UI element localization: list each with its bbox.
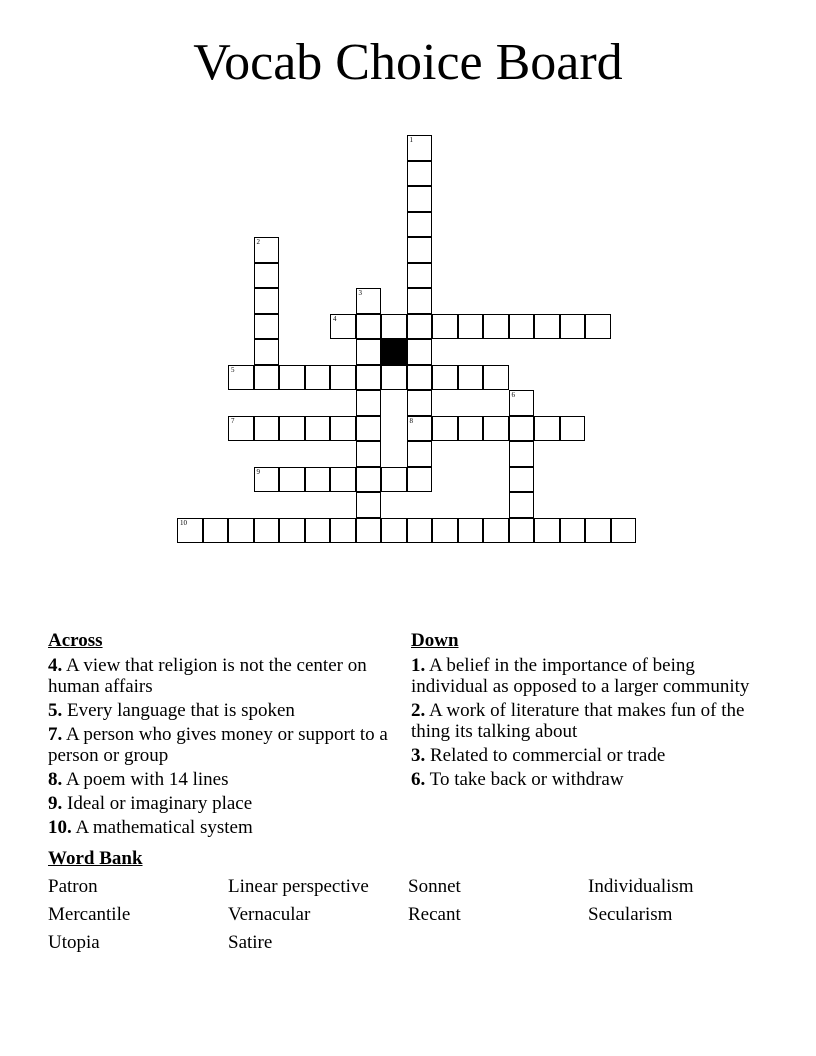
- word-bank-item: Linear perspective: [228, 876, 369, 897]
- crossword-cell[interactable]: [458, 518, 484, 544]
- crossword-cell[interactable]: [279, 365, 305, 391]
- clue-number: 7.: [48, 724, 63, 745]
- clue-text: To take back or withdraw: [429, 769, 624, 790]
- crossword-cell[interactable]: [407, 416, 433, 442]
- clue-number: 4.: [48, 655, 63, 676]
- crossword-cell[interactable]: [330, 416, 356, 442]
- crossword-cell[interactable]: [330, 365, 356, 391]
- crossword-cell[interactable]: [330, 467, 356, 493]
- cell-number: 3: [358, 289, 362, 297]
- crossword-cell[interactable]: [407, 518, 433, 544]
- crossword-cell[interactable]: [432, 416, 458, 442]
- page-title: Vocab Choice Board: [193, 34, 623, 91]
- crossword-cell[interactable]: [509, 518, 535, 544]
- cell-number: 6: [511, 391, 515, 399]
- crossword-cell[interactable]: [509, 416, 535, 442]
- crossword-cell[interactable]: [407, 186, 433, 212]
- clue-text: Related to commercial or trade: [430, 745, 666, 766]
- cell-number: 5: [231, 365, 235, 374]
- crossword-cell[interactable]: [534, 314, 560, 340]
- crossword-cell[interactable]: [356, 467, 382, 493]
- crossword-cell[interactable]: [254, 237, 280, 263]
- clue-text: A mathematical system: [75, 817, 253, 838]
- crossword-cell[interactable]: [279, 416, 305, 442]
- crossword-cell[interactable]: [356, 390, 382, 416]
- cell-number: 10: [180, 518, 187, 527]
- crossword-cell[interactable]: [432, 314, 458, 340]
- crossword-cell[interactable]: [228, 365, 254, 391]
- across-clues: [48, 630, 393, 841]
- crossword-cell[interactable]: [458, 314, 484, 340]
- clue-number: 8.: [48, 769, 63, 790]
- crossword-cell[interactable]: [509, 390, 535, 416]
- clue-item: [411, 745, 756, 766]
- word-bank-item: Secularism: [588, 904, 673, 925]
- crossword-cell[interactable]: [509, 492, 535, 518]
- word-bank-item: Vernacular: [228, 904, 311, 925]
- crossword-cell[interactable]: [611, 518, 637, 544]
- crossword-cell[interactable]: [356, 518, 382, 544]
- crossword-cell[interactable]: [356, 416, 382, 442]
- clue-number: 3.: [411, 745, 426, 766]
- crossword-cell[interactable]: [585, 314, 611, 340]
- crossword-cell[interactable]: [483, 518, 509, 544]
- crossword-cell[interactable]: [254, 339, 280, 365]
- crossword-cell[interactable]: [407, 339, 433, 365]
- clue-number: 5.: [48, 700, 63, 721]
- crossword-cell[interactable]: [560, 518, 586, 544]
- clue-item: [48, 655, 393, 697]
- across-heading: Across: [48, 630, 103, 651]
- crossword-cell[interactable]: [407, 467, 433, 493]
- crossword-cell[interactable]: [483, 365, 509, 391]
- crossword-cell[interactable]: [534, 416, 560, 442]
- clue-text: A belief in the importance of being individual as opposed to a larger community: [411, 655, 750, 697]
- cell-number: 4: [333, 314, 337, 323]
- crossword-cell[interactable]: [381, 518, 407, 544]
- crossword-cell[interactable]: [356, 314, 382, 340]
- clue-number: 2.: [411, 700, 426, 721]
- crossword-cell[interactable]: [305, 518, 331, 544]
- crossword-cell[interactable]: [254, 467, 280, 493]
- crossword-cell[interactable]: [356, 492, 382, 518]
- crossword-cell[interactable]: [305, 365, 331, 391]
- crossword-cell[interactable]: [177, 518, 203, 544]
- crossword-cell[interactable]: [534, 518, 560, 544]
- word-bank-item: Utopia: [48, 932, 100, 953]
- crossword-cell[interactable]: [407, 441, 433, 467]
- crossword-cell[interactable]: [585, 518, 611, 544]
- crossword-cell[interactable]: [407, 161, 433, 187]
- crossword-cell[interactable]: [407, 237, 433, 263]
- crossword-cell[interactable]: [483, 416, 509, 442]
- word-bank-item: Mercantile: [48, 904, 131, 925]
- cell-number: 1: [409, 136, 413, 144]
- crossword-cell[interactable]: [254, 416, 280, 442]
- clue-text: A poem with 14 lines: [65, 769, 229, 790]
- clue-item: [411, 769, 756, 790]
- cell-number: 7: [231, 416, 235, 425]
- clue-text: Ideal or imaginary place: [67, 793, 253, 814]
- crossword-cell[interactable]: [432, 518, 458, 544]
- crossword-cell[interactable]: [356, 441, 382, 467]
- crossword-cell[interactable]: [381, 467, 407, 493]
- crossword-cell[interactable]: [458, 365, 484, 391]
- cell-number: 8: [409, 416, 413, 425]
- clue-number: 10.: [48, 817, 72, 838]
- crossword-cell[interactable]: [254, 314, 280, 340]
- crossword-cell[interactable]: [509, 441, 535, 467]
- crossword-cell[interactable]: [407, 365, 433, 391]
- clue-item: [48, 700, 393, 721]
- word-bank-item: Recant: [408, 904, 461, 925]
- word-bank-item: Sonnet: [408, 876, 461, 897]
- crossword-cell[interactable]: [279, 467, 305, 493]
- crossword-cell[interactable]: [458, 416, 484, 442]
- crossword-cell[interactable]: [330, 518, 356, 544]
- clue-text: A view that religion is not the center on human affairs: [48, 655, 367, 697]
- crossword-cell[interactable]: [509, 314, 535, 340]
- crossword-cell[interactable]: [407, 263, 433, 289]
- crossword-cell[interactable]: [279, 518, 305, 544]
- clue-number: 6.: [411, 769, 426, 790]
- clue-item: [411, 700, 756, 742]
- cell-number: 2: [256, 238, 260, 246]
- clue-text: A work of literature that makes fun of the thing its talking about: [411, 700, 745, 742]
- crossword-cell[interactable]: [381, 314, 407, 340]
- clue-item: [48, 724, 393, 766]
- cell-number: 9: [256, 467, 260, 476]
- crossword-cell[interactable]: [254, 288, 280, 314]
- crossword-cell[interactable]: [254, 263, 280, 289]
- word-bank-item: Individualism: [588, 876, 694, 897]
- crossword-black-cell: [381, 339, 407, 365]
- crossword-cell[interactable]: [381, 365, 407, 391]
- crossword-cell[interactable]: [483, 314, 509, 340]
- crossword-cell[interactable]: [407, 390, 433, 416]
- crossword-cell[interactable]: [432, 365, 458, 391]
- word-bank-item: Satire: [228, 932, 273, 953]
- clue-text: Every language that is spoken: [67, 700, 295, 721]
- clue-number: 9.: [48, 793, 63, 814]
- crossword-cell[interactable]: [407, 135, 433, 161]
- clue-item: [411, 655, 756, 697]
- crossword-cell[interactable]: [356, 365, 382, 391]
- clue-item: [48, 769, 393, 790]
- crossword-cell[interactable]: [305, 416, 331, 442]
- clue-item: [48, 817, 393, 838]
- down-clues: [411, 630, 756, 793]
- crossword-cell[interactable]: [407, 314, 433, 340]
- crossword-cell[interactable]: [330, 314, 356, 340]
- clue-text: A person who gives money or support to a person or group: [48, 724, 388, 766]
- crossword-cell[interactable]: [203, 518, 229, 544]
- crossword-cell[interactable]: [560, 416, 586, 442]
- crossword-cell[interactable]: [509, 467, 535, 493]
- crossword-cell[interactable]: [356, 288, 382, 314]
- crossword-cell[interactable]: [356, 339, 382, 365]
- crossword-cell[interactable]: [407, 212, 433, 238]
- crossword-cell[interactable]: [254, 518, 280, 544]
- word-bank-item: Patron: [48, 876, 98, 897]
- clue-item: [48, 793, 393, 814]
- crossword-cell[interactable]: [228, 518, 254, 544]
- crossword-cell[interactable]: [254, 365, 280, 391]
- crossword-cell[interactable]: [228, 416, 254, 442]
- down-heading: Down: [411, 630, 459, 651]
- crossword-cell[interactable]: [560, 314, 586, 340]
- clue-number: 1.: [411, 655, 426, 676]
- crossword-cell[interactable]: [305, 467, 331, 493]
- word-bank-heading: Word Bank: [48, 848, 143, 869]
- crossword-cell[interactable]: [407, 288, 433, 314]
